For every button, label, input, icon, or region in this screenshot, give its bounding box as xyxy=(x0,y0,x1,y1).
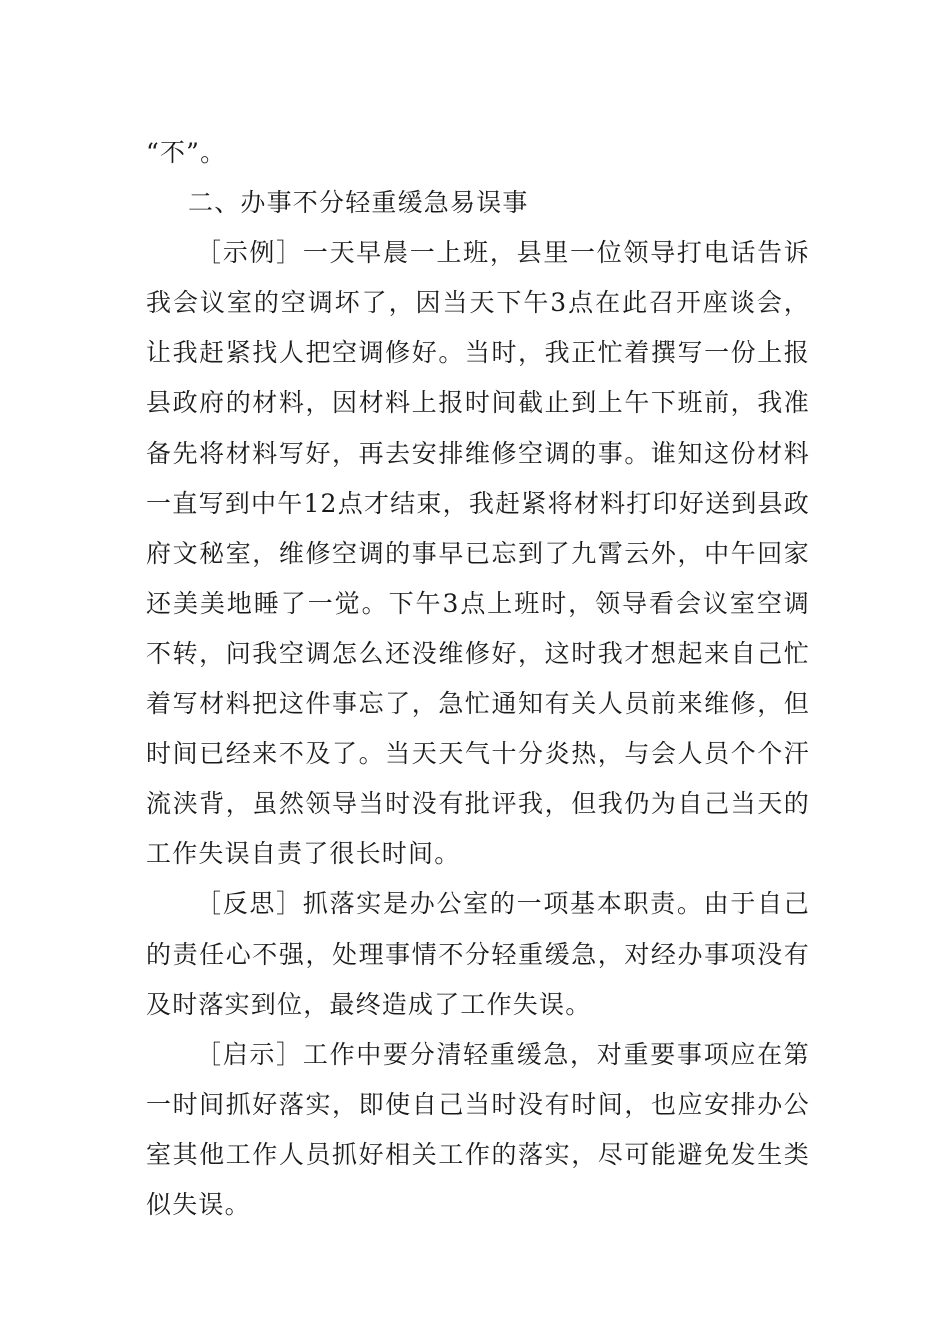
paragraph-continuation: “不”。 xyxy=(146,138,227,167)
document-body xyxy=(146,128,810,1230)
paragraph-reflection: ［反思］抓落实是办公室的一项基本职责。由于自己的责任心不强，处理事情不分轻重缓急，对经办事项没有及时落实到位，最终造成了工作失误。 xyxy=(146,889,810,1019)
paragraph-lesson: ［启示］工作中要分清轻重缓急，对重要事项应在第一时间抓好落实，即使自己当时没有时间，也应安排办公室其他工作人员抓好相关工作的落实，尽可能避免发生类似失误。 xyxy=(146,1039,810,1219)
section-heading: 二、办事不分轻重缓急易误事 xyxy=(188,188,529,218)
paragraph-example: ［示例］一天早晨一上班，县里一位领导打电话告诉我会议室的空调坏了，因当天下午3点在此召开座谈会，让我赶紧找人把空调修好。当时，我正忙着撰写一份上报县政府的材料，因材料上报时间截止到上午下班前，我准备先将材料写好，再去安排维修空调的事。谁知这份材料一直写到中午12点才结束，我赶紧将材料打印好送到县政府文秘室，维修空调的事早已忘到了九霄云外，中午回家还美美地睡了一觉。下午3点上班时，领导看会议室空调不转，问我空调怎么还没维修好，这时我才想起来自己忙着写材料把这件事忘了，急忙通知有关人员前来维修，但时间已经来不及了。当天天气十分炎热，与会人员个个汗流浃背，虽然领导当时没有批评我，但我仍为自己当天的工作失误自责了很长时间。 xyxy=(146,238,810,869)
